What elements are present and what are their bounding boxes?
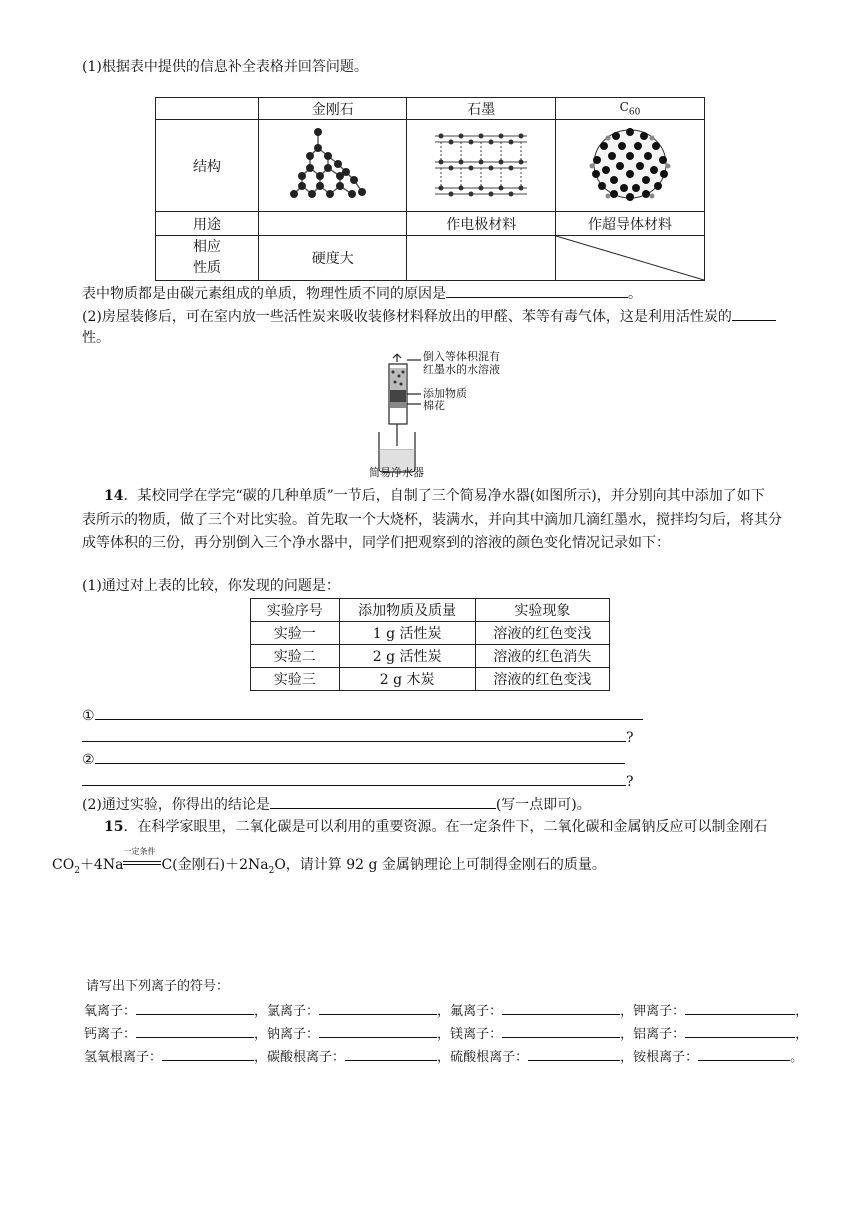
answer-blank[interactable] (136, 1023, 254, 1038)
exp-header-phenomenon: 实验现象 (475, 599, 609, 622)
q14-answer1-line2: ? (82, 727, 634, 748)
answer-blank[interactable] (732, 306, 776, 321)
answer-blank[interactable] (446, 283, 628, 298)
exp-row2-no: 实验二 (251, 645, 340, 668)
diamond-property-cell: 硬度大 (259, 236, 407, 281)
q13-part2-line2: 性。 (82, 330, 110, 346)
answer-blank[interactable] (82, 727, 626, 742)
exp-header-no: 实验序号 (251, 599, 340, 622)
ions-row-1: 氧离子： ，氯离子： ，氟离子： ，钾离子： ， (84, 1000, 808, 1019)
figure-label-additive: 添加物质 (423, 387, 467, 400)
carbon-allotrope-table (155, 97, 705, 281)
diamond-structure-image (259, 120, 407, 212)
exp-row3-phenomenon: 溶液的红色变浅 (475, 668, 609, 691)
answer-blank[interactable] (82, 771, 626, 786)
ions-title: 请写出下列离子的符号： (86, 979, 230, 994)
q13-part2-line1: (2)房屋装修后，可在室内放一些活性炭来吸收装修材料释放出的甲醛、苯等有毒气体，这是利用活性炭的 (82, 306, 776, 327)
diamond-use-cell (259, 212, 407, 236)
table1-header-diamond: 金刚石 (259, 98, 407, 120)
answer-blank[interactable] (345, 1046, 437, 1061)
exp-row1-phenomenon: 溶液的红色变浅 (475, 622, 609, 645)
graphite-use-cell: 作电极材料 (407, 212, 556, 236)
reaction-condition-arrow: 一定条件 (123, 844, 161, 874)
q14-part1: (1)通过对上表的比较，你发现的问题是： (82, 578, 340, 594)
exp-row1-no: 实验一 (251, 622, 340, 645)
exp-row2-material: 2 g 活性炭 (339, 645, 475, 668)
answer-blank[interactable] (685, 1000, 795, 1015)
q13-reason-line: 表中物质都是由碳元素组成的单质，物理性质不同的原因是 。 (82, 283, 642, 304)
answer-blank[interactable] (136, 1000, 254, 1015)
q14-number: 14 (104, 488, 124, 504)
table1-header-c60: $C_{60}$ (555, 98, 704, 120)
figure-label-cotton: 棉花 (423, 399, 445, 412)
exp-row3-material: 2 g 木炭 (339, 668, 475, 691)
answer-blank[interactable] (319, 1023, 437, 1038)
answer-blank[interactable] (528, 1046, 620, 1061)
answer-blank[interactable] (95, 749, 625, 764)
ions-row-3: 氢氧根离子： ，碳酸根离子： ，硫酸根离子： ，铵根离子： 。 (84, 1046, 803, 1065)
answer-blank[interactable] (270, 794, 496, 809)
c60-use-cell: 作超导体材料 (555, 212, 704, 236)
q14-answer2-line1: ② (82, 749, 625, 770)
figure-label-pour: 倒入等体积混有 红墨水的水溶液 (423, 350, 500, 376)
answer-blank[interactable] (162, 1046, 254, 1061)
q14-part2: (2)通过实验，你得出的结论是 (写一点即可)。 (82, 794, 591, 815)
answer-blank[interactable] (698, 1046, 790, 1061)
exp-row3-no: 实验三 (251, 668, 340, 691)
q15-equation-line: $CO_2+4Na$ 一定条件 C(金刚石)$+2Na_2O$，请计算 92 g 金属钠理论上可制得金刚石的质量。 (52, 844, 606, 884)
answer-blank[interactable] (685, 1023, 795, 1038)
answer-blank[interactable] (502, 1023, 620, 1038)
row-use-label: 用途 (156, 212, 259, 236)
water-purifier-figure (365, 350, 505, 480)
q14-answer2-line2: ? (82, 771, 634, 792)
answer-blank[interactable] (502, 1000, 620, 1015)
q13-part1-intro: (1)根据表中提供的信息补全表格并回答问题。 (82, 59, 368, 75)
answer-blank[interactable] (319, 1000, 437, 1015)
graphite-property-cell (407, 236, 556, 281)
exp-row1-material: 1 g 活性炭 (339, 622, 475, 645)
c60-structure-image (555, 120, 704, 212)
table1-header-graphite: 石墨 (407, 98, 556, 120)
graphite-structure-image (407, 120, 556, 212)
answer-blank[interactable] (95, 705, 643, 720)
exp-header-material: 添加物质及质量 (339, 599, 475, 622)
figure-caption: 简易净水器 (369, 466, 424, 479)
q15-line1: 15．在科学家眼里，二氧化碳是可以利用的重要资源。在一定条件下，二氧化碳和金属钠反应可以制金刚石 (84, 817, 767, 837)
q14-line2: 表所示的物质，做了三个对比实验。首先取一个大烧杯，装满水，并向其中滴加几滴红墨水，搅拌均匀后，将其分 (82, 512, 782, 528)
row-property-label: 相应 性质 (156, 236, 259, 281)
q14-answer1-line1: ① (82, 705, 643, 726)
table1-header-empty (156, 98, 259, 120)
q15-number: 15 (104, 819, 124, 835)
experiment-table (250, 598, 610, 691)
row-structure-label: 结构 (156, 120, 259, 212)
q14-line3: 成等体积的三份，再分别倒入三个净水器中，同学们把观察到的溶液的颜色变化情况记录如下： (82, 535, 670, 551)
exp-row2-phenomenon: 溶液的红色消失 (475, 645, 609, 668)
ions-row-2: 钙离子： ，钠离子： ，镁离子： ，铝离子： ， (84, 1023, 808, 1042)
c60-property-cell-crossed (555, 236, 704, 281)
q14-line1: 14．某校同学在学完“碳的几种单质”一节后，自制了三个简易净水器(如图所示)，并分别向其中添加了如下 (84, 486, 765, 506)
